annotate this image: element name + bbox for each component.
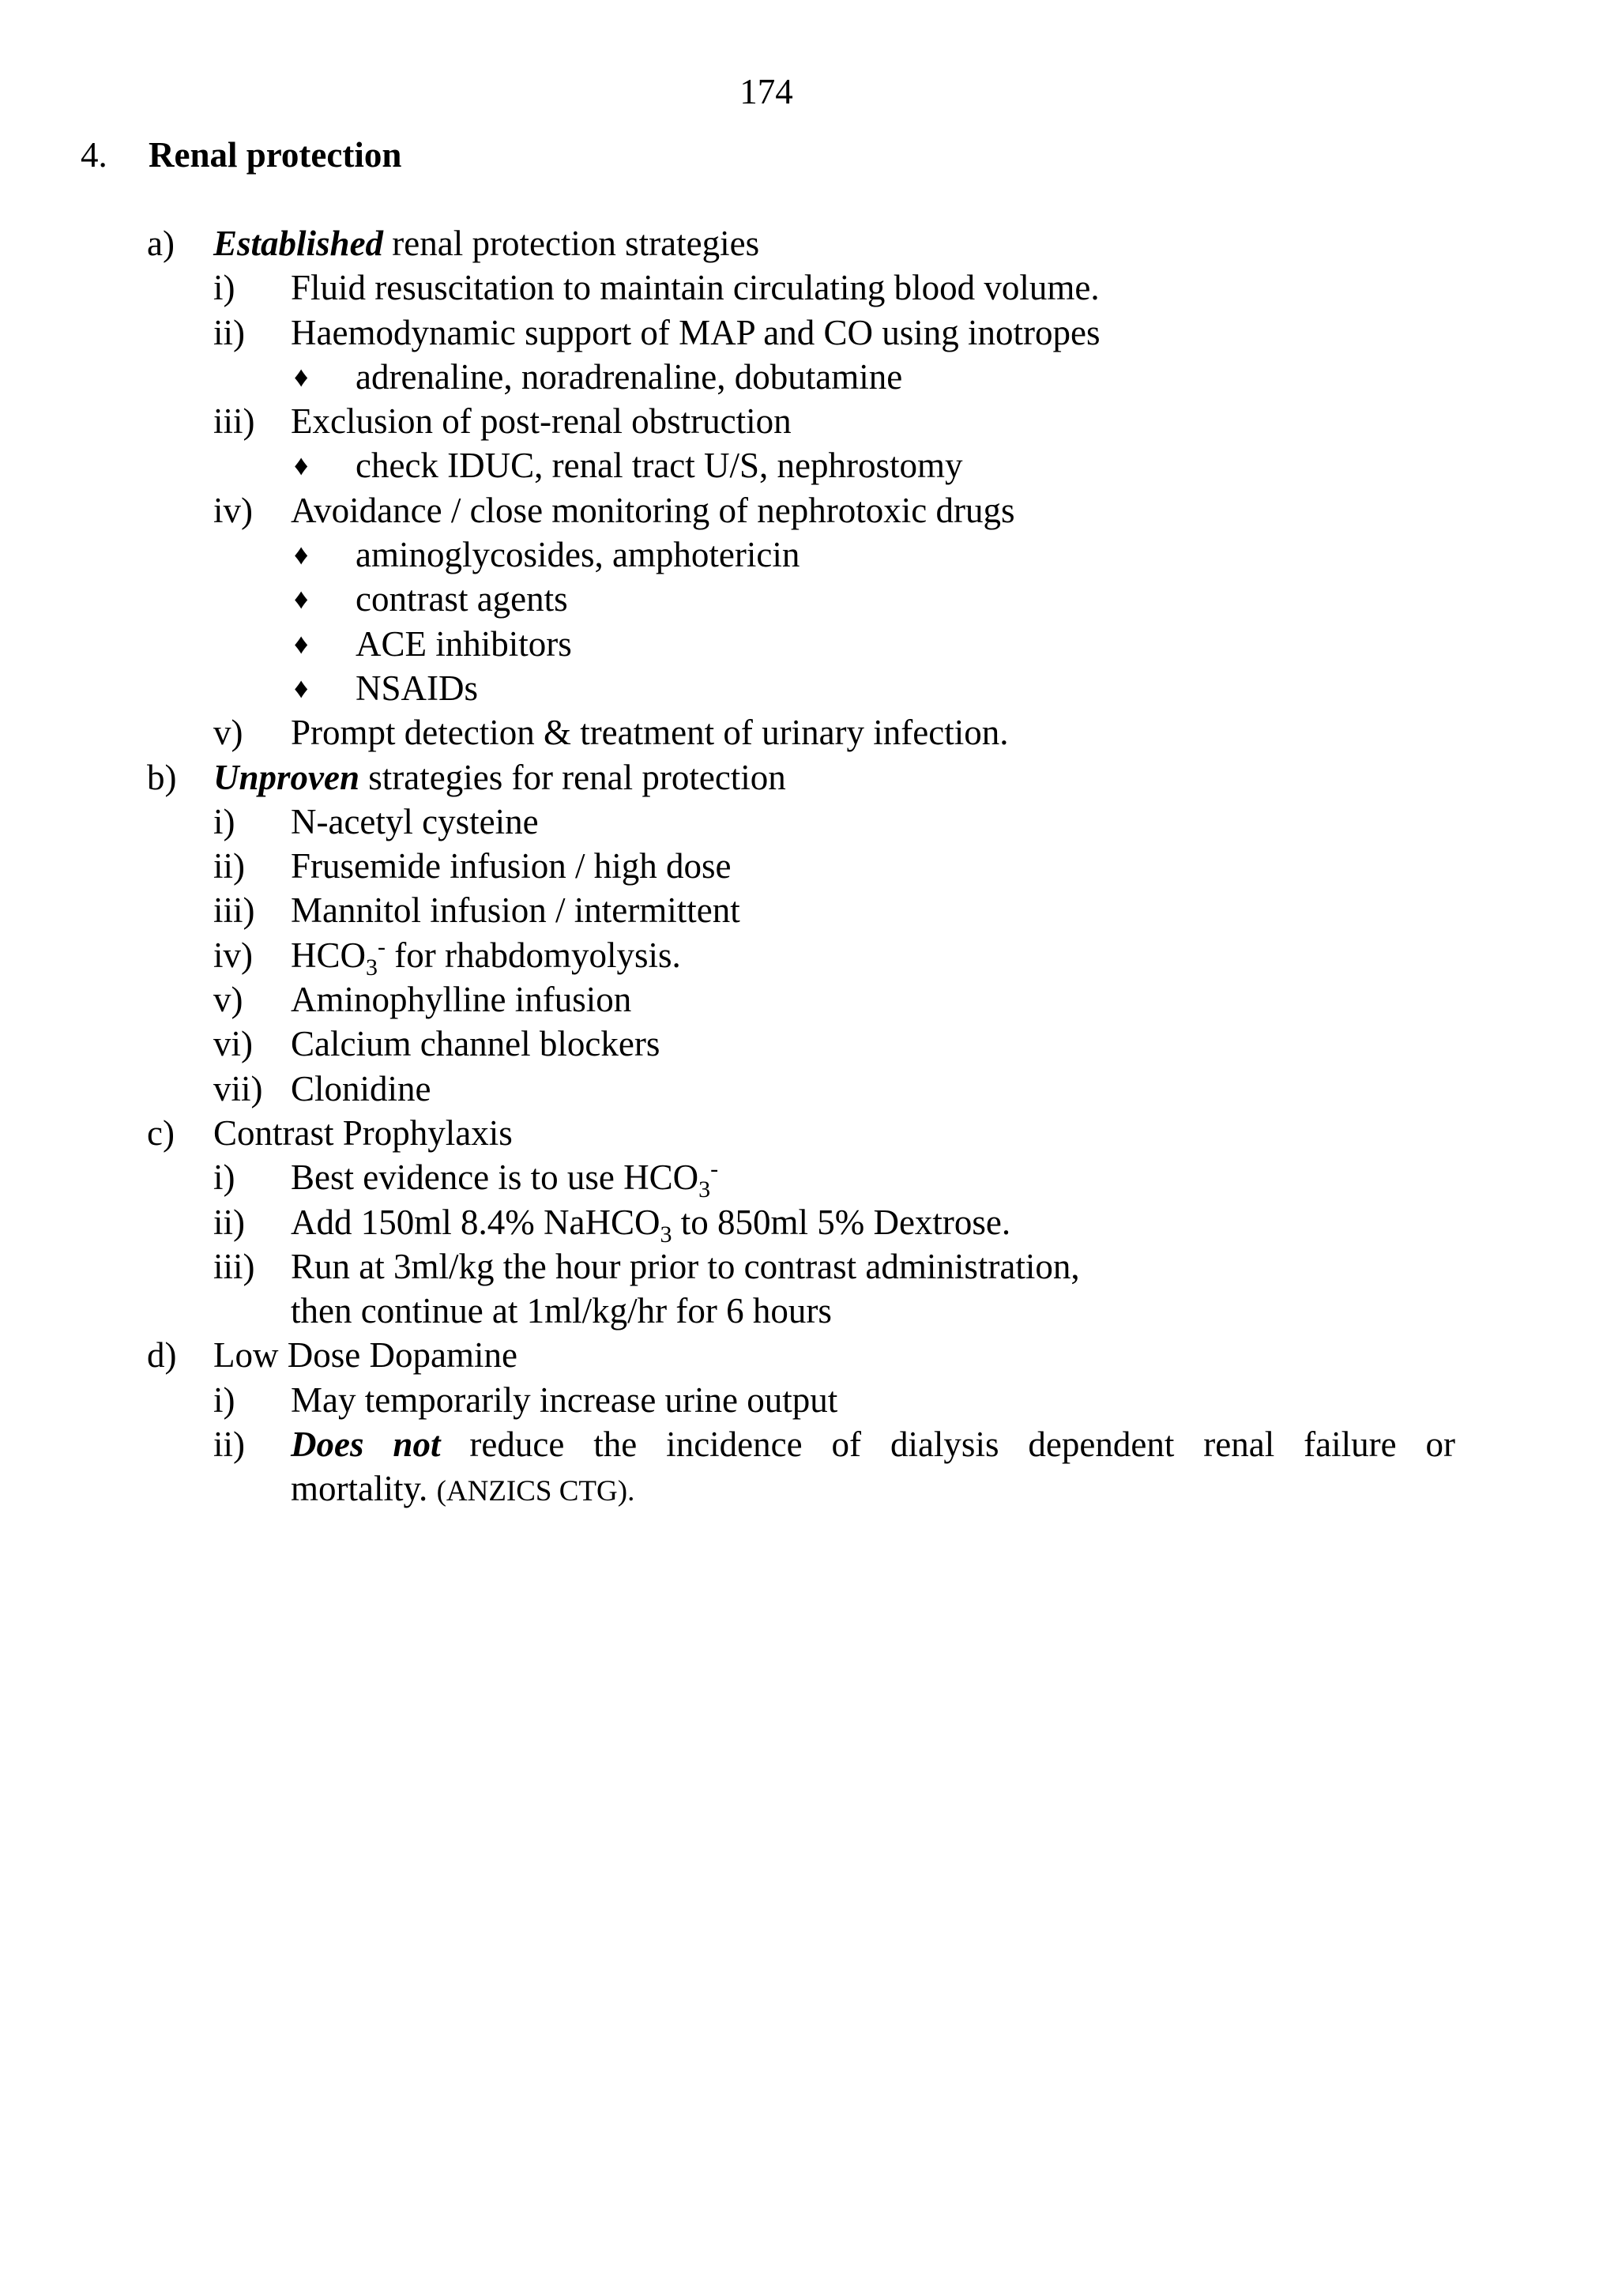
subitem-label: iii) bbox=[213, 401, 255, 442]
bullet-item bbox=[0, 577, 1618, 621]
subitem-text: Prompt detection & treatment of urinary infection. bbox=[291, 713, 1009, 753]
bullet-text: ACE inhibitors bbox=[356, 623, 572, 664]
item-text bbox=[213, 755, 786, 800]
bullet-text: NSAIDs bbox=[356, 668, 479, 708]
item-b-v bbox=[0, 977, 1618, 1022]
subscript: 3 bbox=[698, 1176, 711, 1203]
subitem-label: vi) bbox=[213, 1024, 253, 1064]
continuation-text: then continue at 1ml/kg/hr for 6 hours bbox=[291, 1291, 832, 1331]
formula-text: Best evidence is to use HCO bbox=[291, 1157, 699, 1198]
subitem-label: vii) bbox=[213, 1068, 263, 1108]
item-d bbox=[0, 1333, 1618, 1377]
trailing-text: to 850ml 5% Dextrose. bbox=[672, 1202, 1011, 1242]
citation-text: (ANZICS CTG). bbox=[436, 1475, 635, 1508]
subitem-text: Run at 3ml/kg the hour prior to contrast administration, bbox=[291, 1246, 1080, 1286]
continuation-main: mortality. bbox=[291, 1469, 428, 1509]
subscript: 3 bbox=[660, 1221, 672, 1248]
formula-text: Add 150ml 8.4% NaHCO bbox=[291, 1202, 660, 1242]
item-a bbox=[0, 221, 1618, 265]
diamond-bullet-icon: ♦ bbox=[294, 450, 309, 482]
section-title: Renal protection bbox=[149, 135, 402, 175]
bullet-text: adrenaline, noradrenaline, dobutamine bbox=[356, 356, 903, 397]
item-a-iii bbox=[0, 399, 1618, 443]
subitem-text bbox=[291, 1155, 719, 1203]
formula-text: HCO bbox=[291, 935, 367, 975]
subitem-text: Aminophylline infusion bbox=[291, 980, 632, 1020]
item-label: c) bbox=[147, 1112, 175, 1153]
subitem-label: iv) bbox=[213, 490, 253, 530]
item-label: d) bbox=[147, 1335, 177, 1376]
item-b bbox=[0, 755, 1618, 800]
item-rest-text: strategies for renal protection bbox=[359, 757, 786, 797]
item-b-iii bbox=[0, 888, 1618, 932]
subitem-label: i) bbox=[213, 801, 235, 841]
subitem-text bbox=[291, 933, 681, 981]
item-rest-text: reduce the incidence of dialysis dependent renal failure or bbox=[440, 1425, 1456, 1465]
item-d-i bbox=[0, 1378, 1618, 1422]
subitem-text: N-acetyl cysteine bbox=[291, 801, 539, 841]
item-b-iv bbox=[0, 933, 1618, 981]
item-b-i bbox=[0, 800, 1618, 844]
subitem-label: i) bbox=[213, 268, 235, 308]
subitem-text: Calcium channel blockers bbox=[291, 1024, 660, 1064]
subitem-text: Mannitol infusion / intermittent bbox=[291, 890, 740, 931]
subitem-label: iii) bbox=[213, 1246, 255, 1286]
subscript: 3 bbox=[366, 954, 378, 981]
diamond-bullet-icon: ♦ bbox=[294, 583, 309, 615]
bullet-item bbox=[0, 443, 1618, 487]
item-label: b) bbox=[147, 757, 177, 797]
subitem-text: May temporarily increase urine output bbox=[291, 1379, 838, 1420]
item-a-v bbox=[0, 710, 1618, 755]
outline-list bbox=[0, 221, 1618, 1511]
item-b-vi bbox=[0, 1022, 1618, 1066]
item-c-i bbox=[0, 1155, 1618, 1203]
subitem-text bbox=[291, 1422, 1455, 1466]
bullet-item bbox=[0, 666, 1618, 710]
bullet-text: check IDUC, renal tract U/S, nephrostomy bbox=[356, 446, 963, 486]
subitem-text: Clonidine bbox=[291, 1068, 431, 1108]
superscript: - bbox=[710, 1156, 719, 1183]
trailing-text: for rhabdomyolysis. bbox=[386, 935, 681, 975]
bullet-text: contrast agents bbox=[356, 579, 568, 619]
item-c bbox=[0, 1111, 1618, 1155]
subitem-label: ii) bbox=[213, 1425, 245, 1465]
bullet-item bbox=[0, 355, 1618, 399]
continuation-line bbox=[0, 1289, 1618, 1333]
page-number: 174 bbox=[739, 72, 793, 111]
item-label: a) bbox=[147, 224, 175, 263]
subitem-label: v) bbox=[213, 980, 243, 1020]
bullet-text: aminoglycosides, amphotericin bbox=[356, 535, 800, 575]
continuation-text bbox=[291, 1466, 634, 1514]
item-text: Contrast Prophylaxis bbox=[213, 1112, 513, 1153]
subitem-text: Avoidance / close monitoring of nephrotoxic drugs bbox=[291, 490, 1015, 530]
item-rest-text: renal protection strategies bbox=[383, 224, 760, 263]
item-text bbox=[213, 221, 759, 265]
emphasis-text: Established bbox=[213, 224, 384, 263]
item-d-ii bbox=[0, 1422, 1618, 1466]
subitem-label: iv) bbox=[213, 935, 253, 975]
subitem-text bbox=[291, 1200, 1011, 1248]
item-b-vii bbox=[0, 1067, 1618, 1111]
continuation-line bbox=[0, 1466, 1618, 1511]
item-c-iii bbox=[0, 1244, 1618, 1289]
subitem-label: i) bbox=[213, 1379, 235, 1420]
subitem-label: ii) bbox=[213, 1202, 245, 1242]
item-c-ii bbox=[0, 1200, 1618, 1248]
diamond-bullet-icon: ♦ bbox=[294, 672, 309, 704]
item-a-ii bbox=[0, 311, 1618, 355]
item-a-iv bbox=[0, 488, 1618, 533]
diamond-bullet-icon: ♦ bbox=[294, 627, 309, 660]
subitem-text: Haemodynamic support of MAP and CO using inotropes bbox=[291, 312, 1101, 352]
subitem-text: Frusemide infusion / high dose bbox=[291, 846, 732, 886]
emphasis-text: Unproven bbox=[213, 757, 360, 797]
bullet-item bbox=[0, 533, 1618, 577]
item-a-i bbox=[0, 265, 1618, 310]
subitem-label: iii) bbox=[213, 890, 255, 931]
bullet-item bbox=[0, 622, 1618, 666]
diamond-bullet-icon: ♦ bbox=[294, 539, 309, 571]
subitem-text: Fluid resuscitation to maintain circulating blood volume. bbox=[291, 268, 1100, 308]
item-text: Low Dose Dopamine bbox=[213, 1335, 517, 1376]
subitem-label: v) bbox=[213, 713, 243, 753]
subitem-label: ii) bbox=[213, 846, 245, 886]
item-b-ii bbox=[0, 844, 1618, 888]
section-number: 4. bbox=[81, 135, 107, 175]
subitem-text: Exclusion of post-renal obstruction bbox=[291, 401, 792, 442]
emphasis-text: Does not bbox=[291, 1425, 441, 1465]
subitem-label: i) bbox=[213, 1157, 235, 1198]
subitem-label: ii) bbox=[213, 312, 245, 352]
diamond-bullet-icon: ♦ bbox=[294, 360, 309, 393]
superscript: - bbox=[378, 933, 386, 960]
